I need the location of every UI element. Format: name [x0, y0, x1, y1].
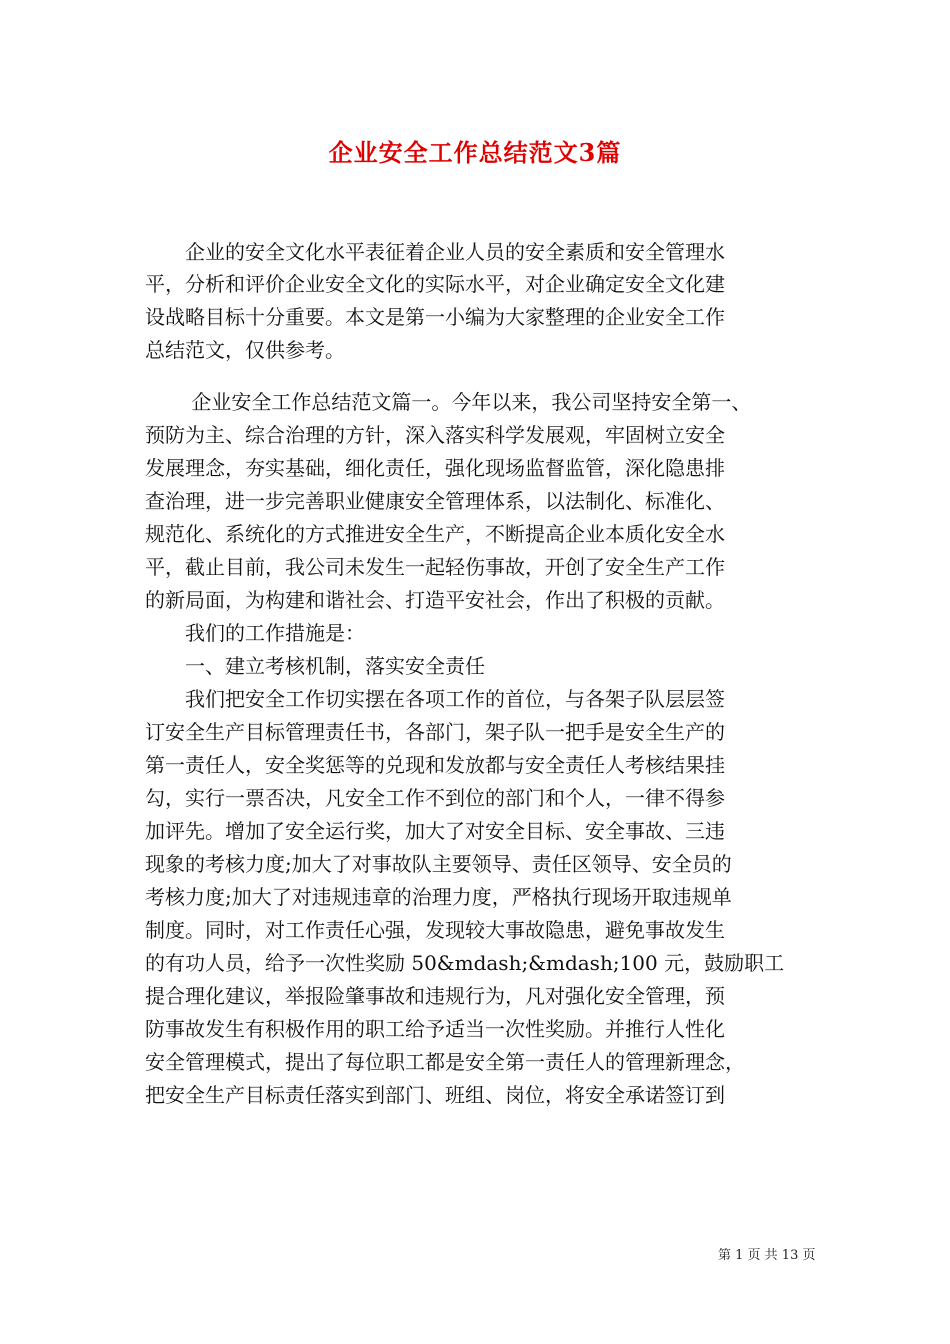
- body-line: 平，分析和评价企业安全文化的实际水平，对企业确定安全文化建: [145, 272, 725, 296]
- body-line: 制度。同时，对工作责任心强，发现较大事故隐患，避免事故发生: [145, 918, 725, 942]
- body-line: 把安全生产目标责任落实到部门、班组、岗位，将安全承诺签订到: [145, 1083, 725, 1107]
- body-line: 勾，实行一票否决，凡安全工作不到位的部门和个人，一律不得参: [145, 786, 725, 810]
- page-number: 第 1 页 共 13 页: [718, 1248, 816, 1263]
- body-line: 查治理，进一步完善职业健康安全管理体系，以法制化、标准化、: [145, 489, 725, 513]
- body-line: 第一责任人，安全奖惩等的兑现和发放都与安全责任人考核结果挂: [145, 753, 725, 777]
- body-line: 总结范文，仅供参考。: [145, 338, 345, 362]
- body-line: 提合理化建议，举报险肇事故和违规行为，凡对强化安全管理，预: [145, 984, 725, 1008]
- body-line: 我们的工作措施是：: [145, 621, 365, 645]
- body-line: 订安全生产目标管理责任书，各部门，架子队一把手是安全生产的: [145, 720, 725, 744]
- body-line: 规范化、系统化的方式推进安全生产，不断提高企业本质化安全水: [145, 522, 725, 546]
- body-line: 设战略目标十分重要。本文是第一小编为大家整理的企业安全工作: [145, 305, 725, 329]
- body-line: 的新局面，为构建和谐社会、打造平安社会，作出了积极的贡献。: [145, 588, 725, 612]
- body-line: 我们把安全工作切实摆在各项工作的首位，与各架子队层层签: [145, 687, 725, 711]
- body-line: 加评先。增加了安全运行奖，加大了对安全目标、安全事故、三违: [145, 819, 725, 843]
- document-title: 企业安全工作总结范文3篇: [328, 138, 622, 167]
- body-line: 考核力度;加大了对违规违章的治理力度，严格执行现场开取违规单: [145, 885, 732, 909]
- body-line: 的有功人员，给予一次性奖励 50&mdash;&mdash;100 元，鼓励职工: [145, 951, 785, 975]
- body-line: 企业的安全文化水平表征着企业人员的安全素质和安全管理水: [145, 240, 725, 264]
- body-line: 企业安全工作总结范文篇一。今年以来，我公司坚持安全第一、: [145, 390, 752, 414]
- body-line: 安全管理模式，提出了每位职工都是安全第一责任人的管理新理念，: [145, 1050, 745, 1074]
- body-line: 现象的考核力度;加大了对事故队主要领导、责任区领导、安全员的: [145, 852, 732, 876]
- body-line: 预防为主、综合治理的方针，深入落实科学发展观，牢固树立安全: [145, 423, 725, 447]
- body-line: 平，截止目前，我公司未发生一起轻伤事故，开创了安全生产工作: [145, 555, 725, 579]
- body-line: 防事故发生有积极作用的职工给予适当一次性奖励。并推行人性化: [145, 1017, 725, 1041]
- body-line: 发展理念，夯实基础，细化责任，强化现场监督监管，深化隐患排: [145, 456, 725, 480]
- section-heading: 一、建立考核机制，落实安全责任: [145, 654, 485, 678]
